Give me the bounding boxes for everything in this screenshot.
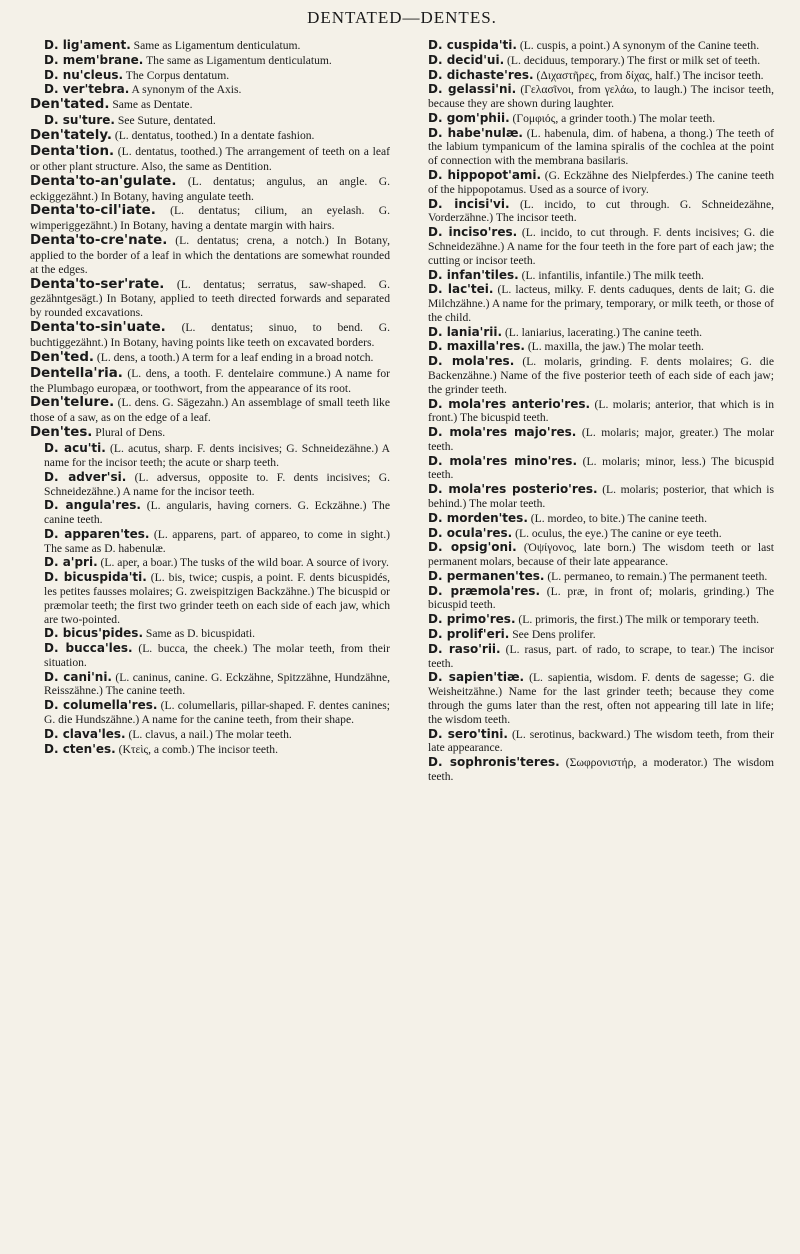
dictionary-entry bbox=[30, 82, 390, 97]
entry-definition: (L. dentatus; sinuo, to bend. G. buchtiggezähnt.) In Botany, having points like teeth on excavated borders. bbox=[30, 321, 390, 349]
entry-definition: (L. incido, to cut through. G. Schneidezähne, Vorderzähne.) The incisor teeth. bbox=[428, 197, 774, 225]
dictionary-entry bbox=[414, 111, 774, 126]
entry-headword: D. lig'ament. bbox=[44, 38, 131, 52]
dictionary-entry bbox=[30, 53, 390, 68]
entry-headword: D. prolif'eri. bbox=[428, 627, 510, 642]
dictionary-entry bbox=[414, 642, 774, 671]
dictionary-entry bbox=[414, 225, 774, 267]
entry-definition: (L. deciduus, temporary.) The first or milk set of teeth. bbox=[504, 53, 761, 67]
dictionary-entry bbox=[30, 350, 390, 366]
entry-definition: (L. bucca, the cheek.) The molar teeth, from their situation. bbox=[44, 642, 391, 669]
right-column bbox=[414, 38, 774, 784]
entry-definition: (L. dentatus, toothed.) In a dentate fashion. bbox=[111, 128, 315, 142]
entry-headword: D. præmola'res. bbox=[428, 583, 541, 598]
entry-definition: (L. primoris, the first.) The milk or temporary teeth. bbox=[515, 613, 760, 627]
entry-definition: (Κτεὶς, a comb.) The incisor teeth. bbox=[115, 742, 278, 756]
entry-headword: Den'telure. bbox=[30, 395, 115, 411]
entry-definition: Same as Dentate. bbox=[109, 98, 193, 112]
entry-definition: (L. infantilis, infantile.) The milk teeth. bbox=[518, 268, 704, 282]
entry-headword: D. dichaste'res. bbox=[428, 67, 534, 82]
entry-definition: A synonym of the Axis. bbox=[129, 83, 242, 97]
entry-headword: D. adver'si. bbox=[44, 469, 127, 484]
entry-headword: D. apparen'tes. bbox=[44, 526, 150, 541]
dictionary-entry bbox=[30, 441, 390, 470]
entry-headword: D. bucca'les. bbox=[44, 641, 133, 656]
entry-headword: D. mola'res. bbox=[428, 354, 515, 369]
dictionary-entry bbox=[30, 128, 390, 144]
entry-headword: D. lania'rii. bbox=[428, 324, 503, 339]
entry-headword: D. cani'ni. bbox=[44, 669, 112, 684]
entry-definition: (L. acutus, sharp. F. dents incisives; G. Schneidezähne.) A name for the incisor teeth; the acute or sharp teeth. bbox=[44, 442, 390, 469]
entry-definition: (L. dentatus; serratus, saw-shaped. G. gezähntgesägt.) In Botany, applied to teeth directed forwards and separated by rounded excavations. bbox=[30, 277, 390, 320]
entry-headword: D. mola'res anterio'res. bbox=[428, 396, 591, 411]
entry-definition: (L. permaneo, to remain.) The permanent teeth. bbox=[544, 569, 768, 583]
entry-headword: D. infan'tiles. bbox=[428, 267, 519, 282]
dictionary-entry bbox=[30, 527, 390, 556]
dictionary-entry bbox=[414, 53, 774, 68]
dictionary-entry bbox=[414, 168, 774, 197]
dictionary-entry bbox=[414, 68, 774, 83]
dictionary-entry bbox=[414, 569, 774, 584]
dictionary-entry bbox=[30, 670, 390, 699]
dictionary-entry bbox=[414, 727, 774, 756]
entry-definition: (L. dens. G. Sägezahn.) An assemblage of small teeth like those of a saw, as on the edge of a leaf. bbox=[30, 396, 390, 425]
entry-definition: (L. molaris, grinding. F. dents molaires; G. die Backenzähne.) Name of the five posterior teeth of each side of each jaw; the grinder teeth. bbox=[428, 355, 774, 396]
entry-definition: See Suture, dentated. bbox=[114, 114, 216, 128]
dictionary-entry bbox=[30, 38, 390, 53]
entry-headword: D. hippopot'ami. bbox=[428, 168, 542, 183]
entry-headword: D. opsig'oni. bbox=[428, 540, 517, 555]
entry-definition: (L. oculus, the eye.) The canine or eye teeth. bbox=[512, 526, 722, 540]
dictionary-entry bbox=[414, 325, 774, 340]
entry-headword: D. ocula'res. bbox=[428, 525, 513, 540]
entry-definition: Same as D. bicuspidati. bbox=[143, 627, 256, 641]
entry-definition: (L. molaris; major, greater.) The molar teeth. bbox=[428, 426, 774, 453]
entry-headword: Den'tes. bbox=[30, 425, 93, 441]
dictionary-entry bbox=[414, 397, 774, 426]
dictionary-entry bbox=[30, 174, 390, 204]
dictionary-entry bbox=[30, 555, 390, 570]
dictionary-entry bbox=[414, 670, 774, 726]
dictionary-entry bbox=[30, 113, 390, 128]
entry-definition: (L. dentatus; cilium, an eyelash. G. wimperiggezähnt.) In Botany, having a dentate margin with hairs. bbox=[30, 204, 390, 233]
entry-headword: D. lac'tei. bbox=[428, 282, 494, 297]
entry-definition: (L. bis, twice; cuspis, a point. F. dents bicuspidés, les petites fausses molaires; G. zweispitzigen Backzähne.) The bicuspid or præmolar teeth; the first two grinder teeth on each side of each jaw, which are two-pointed. bbox=[44, 571, 390, 626]
entry-headword: D. bicus'pides. bbox=[44, 626, 144, 641]
entry-headword: D. inciso'res. bbox=[428, 225, 518, 240]
entry-headword: D. mola'res posterio'res. bbox=[428, 482, 598, 497]
entry-headword: D. angula'res. bbox=[44, 498, 141, 513]
dictionary-entry bbox=[30, 97, 390, 113]
entry-definition: (L. mordeo, to bite.) The canine teeth. bbox=[527, 511, 707, 525]
entry-definition: (L. molaris; anterior, that which is in front.) The bicuspid teeth. bbox=[428, 397, 774, 425]
dictionary-entry bbox=[414, 339, 774, 354]
entry-definition: (L. angularis, having corners. G. Eckzähne.) The canine teeth. bbox=[44, 499, 390, 527]
entry-definition: The Corpus dentatum. bbox=[123, 68, 230, 82]
entry-definition: (L. laniarius, lacerating.) The canine teeth. bbox=[502, 325, 703, 339]
entry-definition: (Ὀψίγονος, late born.) The wisdom teeth or last permanent molars, because of their late appearance. bbox=[428, 541, 774, 569]
entry-headword: Denta'to-ser'rate. bbox=[30, 276, 165, 292]
entry-definition: (L. dentatus; angulus, an angle. G. eckiggezähnt.) In Botany, having angulate teeth. bbox=[30, 174, 390, 203]
dictionary-entry bbox=[414, 425, 774, 454]
entry-definition: See Dens prolifer. bbox=[509, 628, 596, 642]
columns bbox=[30, 38, 774, 784]
dictionary-entry bbox=[30, 641, 390, 670]
entry-definition: The same as Ligamentum denticulatum. bbox=[143, 53, 332, 67]
entry-headword: D. ver'tebra. bbox=[44, 82, 130, 97]
dictionary-entry bbox=[414, 584, 774, 613]
entry-headword: D. nu'cleus. bbox=[44, 67, 124, 82]
entry-headword: D. mem'brane. bbox=[44, 52, 144, 67]
entry-definition: (L. clavus, a nail.) The molar teeth. bbox=[125, 727, 292, 741]
entry-definition: (L. maxilla, the jaw.) The molar teeth. bbox=[524, 340, 704, 354]
entry-definition: (L. adversus, opposite to. F. dents incisives; G. Schneidezähne.) A name for the incisor teeth. bbox=[44, 470, 390, 498]
entry-headword: D. cten'es. bbox=[44, 741, 116, 756]
dictionary-entry bbox=[414, 82, 774, 111]
dictionary-entry bbox=[30, 366, 390, 396]
entry-definition: (L. incido, to cut through. F. dents incisives; G. die Schneidezähne.) A name for the four teeth in the fore part of each jaw; the cutting or incisor teeth. bbox=[428, 226, 774, 267]
entry-headword: D. gom'phii. bbox=[428, 110, 510, 125]
entry-definition: (L. dentatus; crena, a notch.) In Botany, applied to the border of a leaf in which the dentations are somewhat rounded at the edges. bbox=[30, 234, 390, 276]
entry-definition: (Γελασῖνοι, from γελάω, to laugh.) The incisor teeth, because they are shown during laughter. bbox=[428, 83, 774, 111]
left-column bbox=[30, 38, 390, 784]
entry-headword: Denta'to-cre'nate. bbox=[30, 233, 168, 249]
dictionary-entry bbox=[30, 498, 390, 527]
dictionary-entry bbox=[414, 612, 774, 627]
entry-headword: D. acu'ti. bbox=[44, 441, 106, 456]
entry-headword: D. raso'rii. bbox=[428, 641, 501, 656]
dictionary-entry bbox=[414, 268, 774, 283]
entry-headword: D. sero'tini. bbox=[428, 726, 508, 741]
running-head: DENTATED—DENTES. bbox=[307, 8, 497, 27]
dictionary-entry bbox=[30, 727, 390, 742]
entry-headword: Dentella'ria. bbox=[30, 365, 123, 381]
dictionary-entry bbox=[414, 126, 774, 168]
dictionary-entry bbox=[414, 354, 774, 396]
dictionary-entry bbox=[414, 627, 774, 642]
entry-definition: Same as Ligamentum denticulatum. bbox=[130, 39, 301, 52]
entry-definition: (L. sapientia, wisdom. F. dents de sagesse; G. die Weisheitzähne.) Name for the last grinder teeth; because they come through the gums later than the rest, often not appearing till late in life; the wisdom teeth. bbox=[428, 671, 774, 726]
dictionary-entry bbox=[30, 320, 390, 350]
entry-definition: (G. Eckzähne des Nielpferdes.) The canine teeth of the hippopotamus. Used as a source of ivory. bbox=[428, 169, 774, 196]
dictionary-entry bbox=[30, 233, 390, 277]
entry-headword: D. sophronis'teres. bbox=[428, 755, 560, 770]
entry-headword: D. habe'nulæ. bbox=[428, 125, 523, 140]
entry-definition: (L. rasus, part. of rado, to scrape, to tear.) The incisor teeth. bbox=[428, 642, 774, 670]
entry-definition: (L. dens, a tooth.) A term for a leaf ending in a broad notch. bbox=[94, 350, 374, 364]
dictionary-entry bbox=[30, 68, 390, 83]
dictionary-entry bbox=[414, 38, 774, 53]
dictionary-entry bbox=[30, 742, 390, 757]
entry-definition: Plural of Dens. bbox=[92, 426, 166, 440]
entry-headword: Denta'to-an'gulate. bbox=[30, 173, 177, 189]
entry-definition: (L. cuspis, a point.) A synonym of the Canine teeth. bbox=[516, 39, 760, 52]
dictionary-entry bbox=[414, 755, 774, 784]
entry-definition: (Διχαστῆρες, from δίχας, half.) The incisor teeth. bbox=[533, 68, 764, 82]
entry-definition: (L. molaris; minor, less.) The bicuspid teeth. bbox=[428, 454, 775, 482]
entry-headword: D. mola'res majo'res. bbox=[428, 425, 577, 440]
dictionary-entry bbox=[30, 570, 390, 626]
entry-headword: Denta'tion. bbox=[30, 143, 115, 159]
entry-headword: D. mola'res mino'res. bbox=[428, 453, 578, 468]
entry-definition: (L. molaris; posterior, that which is behind.) The molar teeth. bbox=[428, 483, 775, 510]
entry-definition: (Γομφιός, a grinder tooth.) The molar teeth. bbox=[509, 111, 716, 125]
entry-definition: (L. habenula, dim. of habena, a thong.) The teeth of the labium tympanicum of the lamina spiralis of the cochlea at the point of connection with the membrana basilaris. bbox=[428, 126, 774, 168]
dictionary-entry bbox=[30, 425, 390, 441]
entry-definition: (L. columellaris, pillar-shaped. F. dentes canines; G. die Hundszähne.) A name for the canine teeth, from their shape. bbox=[44, 699, 390, 726]
dictionary-entry bbox=[30, 395, 390, 425]
dictionary-entry bbox=[30, 470, 390, 499]
dictionary-entry bbox=[30, 277, 390, 321]
entry-headword: Denta'to-sin'uate. bbox=[30, 320, 166, 336]
entry-headword: D. clava'les. bbox=[44, 726, 126, 741]
entry-definition: (L. dens, a tooth. F. dentelaire commune.) A name for the Plumbago europæa, or toothwort, from the appearance of its root. bbox=[30, 366, 390, 395]
entry-headword: D. incisi'vi. bbox=[428, 196, 510, 211]
entry-definition: (L. præ, in front of; molaris, grinding.) The bicuspid teeth. bbox=[428, 584, 774, 612]
dictionary-entry bbox=[414, 511, 774, 526]
dictionary-entry bbox=[414, 540, 774, 569]
dictionary-entry bbox=[414, 454, 774, 483]
entry-headword: D. su'ture. bbox=[44, 113, 115, 128]
entry-headword: Den'tated. bbox=[30, 97, 110, 113]
dictionary-entry bbox=[30, 698, 390, 727]
entry-headword: D. maxilla'res. bbox=[428, 339, 525, 354]
dictionary-entry bbox=[30, 144, 390, 174]
entry-headword: D. cuspida'ti. bbox=[428, 38, 517, 52]
entry-headword: D. bicuspida'ti. bbox=[44, 570, 147, 585]
entry-headword: D. gelassi'ni. bbox=[428, 82, 517, 97]
entry-headword: D. decid'ui. bbox=[428, 52, 505, 67]
entry-headword: D. permanen'tes. bbox=[428, 568, 545, 583]
entry-definition: (L. caninus, canine. G. Eckzähne, Spitzzähne, Hundzähne, Reisszähne.) The canine teeth. bbox=[44, 670, 391, 698]
entry-definition: (Σωφρονιστήρ, a moderator.) The wisdom teeth. bbox=[428, 756, 775, 783]
dictionary-entry bbox=[414, 482, 774, 511]
dictionary-entry bbox=[414, 526, 774, 541]
entry-definition: (L. aper, a boar.) The tusks of the wild boar. A source of ivory. bbox=[97, 556, 389, 570]
entry-headword: D. sapien'tiæ. bbox=[428, 670, 525, 685]
dictionary-entry bbox=[414, 282, 774, 324]
dictionary-entry bbox=[30, 626, 390, 641]
entry-definition: (L. serotinus, backward.) The wisdom teeth, from their late appearance. bbox=[428, 727, 774, 755]
dictionary-entry bbox=[414, 197, 774, 226]
entry-headword: D. a'pri. bbox=[44, 555, 98, 570]
entry-headword: D. columella'res. bbox=[44, 698, 158, 713]
entry-headword: Denta'to-cil'iate. bbox=[30, 203, 156, 219]
entry-headword: D. primo'res. bbox=[428, 612, 516, 627]
entry-definition: (L. apparens, part. of appareo, to come in sight.) The same as D. habenulæ. bbox=[44, 527, 390, 555]
entry-headword: D. morden'tes. bbox=[428, 510, 528, 525]
entry-definition: (L. dentatus, toothed.) The arrangement of teeth on a leaf or other plant structure. Also, the same as Dentition. bbox=[30, 144, 390, 173]
dictionary-entry bbox=[30, 203, 390, 233]
entry-headword: Den'ted. bbox=[30, 349, 94, 365]
entry-definition: (L. lacteus, milky. F. dents caduques, dents de lait; G. die Milchzähne.) A name for the primary, temporary, or milk teeth, or those of the child. bbox=[428, 283, 774, 324]
entry-headword: Den'tately. bbox=[30, 127, 112, 143]
